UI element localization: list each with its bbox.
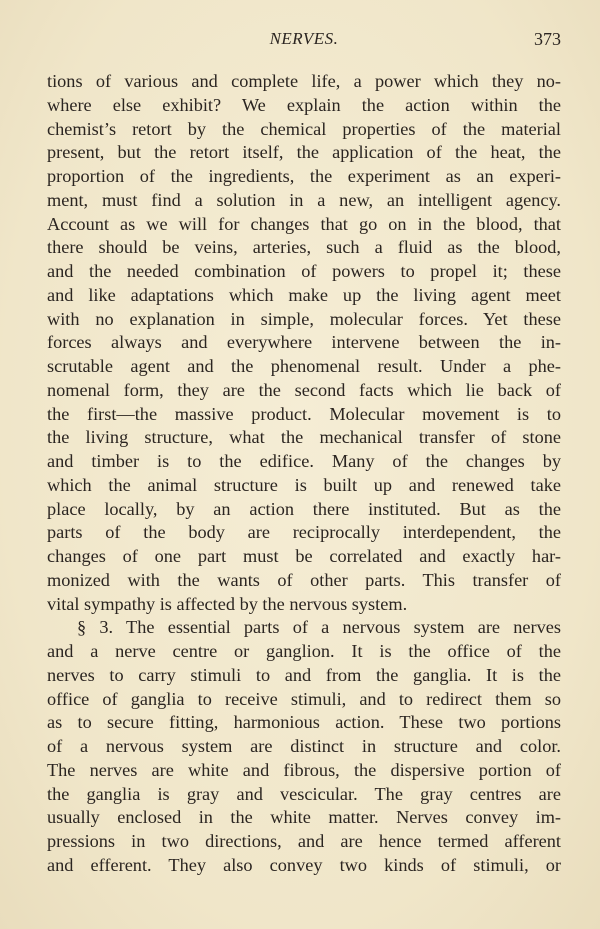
paragraph-2-line: usually enclosed in the white matter. Nerves convey im-	[47, 807, 561, 828]
paragraph-2-line: nerves to carry stimuli to and from the ganglia. It is the	[47, 664, 561, 685]
paragraph-1-line: which the animal structure is built up and renewed take	[47, 474, 561, 495]
body-text	[47, 70, 561, 878]
page-number: 373	[534, 29, 561, 49]
paragraph-1-line: proportion of the ingredients, the experiment as an experi-	[47, 166, 561, 186]
chapter-title: NERVES.	[269, 29, 339, 48]
paragraph-1-line: chemist’s retort by the chemical properties of the material	[47, 118, 561, 139]
paragraph-1-line: the living structure, what the mechanical transfer of stone	[47, 427, 561, 448]
paragraph-2-line: of a nervous system are distinct in structure and color.	[47, 736, 561, 756]
paragraph-1-line: with no explanation in simple, molecular forces. Yet these	[47, 308, 561, 329]
paragraph-1-line: where else exhibit? We explain the action within the	[47, 94, 561, 115]
paragraph-1-line: nomenal form, they are the second facts which lie back of	[47, 379, 561, 400]
paragraph-1-line: changes of one part must be correlated and exactly har-	[47, 546, 561, 566]
paragraph-2-line: pressions in two directions, and are hence termed afferent	[47, 831, 561, 851]
paragraph-2-line: and efferent. They also convey two kinds of stimuli, or	[47, 854, 561, 875]
paragraph-2-line: The nerves are white and fibrous, the dispersive portion of	[47, 759, 561, 780]
paragraph-1-line: forces always and everywhere intervene between the in-	[47, 332, 561, 353]
paragraph-1-line: and like adaptations which make up the living agent meet	[47, 284, 561, 305]
paragraph-1-line: monized with the wants of other parts. This transfer of	[47, 569, 561, 590]
paragraph-1-line: the first—the massive product. Molecular movement is to	[47, 403, 561, 424]
paragraph-2-line: the ganglia is gray and vescicular. The gray centres are	[47, 783, 561, 804]
paragraph-1-line: parts of the body are reciprocally interdependent, the	[47, 522, 561, 543]
paragraph-1-line: tions of various and complete life, a power which they no-	[47, 71, 561, 91]
running-head	[47, 29, 561, 51]
paragraph-2-line: § 3. The essential parts of a nervous system are nerves	[77, 617, 561, 638]
paragraph-2-line: office of ganglia to receive stimuli, and to redirect them so	[47, 688, 561, 709]
paragraph-1-line: Account as we will for changes that go on in the blood, that	[47, 213, 561, 234]
paragraph-1-line: vital sympathy is affected by the nervous system.	[47, 593, 408, 614]
paragraph-2-line: and a nerve centre or ganglion. It is the office of the	[47, 641, 561, 661]
paragraph-1-line: place locally, by an action there instituted. But as the	[47, 498, 561, 519]
paragraph-1-line: there should be veins, arteries, such a fluid as the blood,	[47, 237, 561, 258]
paragraph-1-line: and the needed combination of powers to propel it; these	[47, 261, 561, 281]
paragraph-2-line: as to secure fitting, harmonious action. These two portions	[47, 712, 561, 733]
paragraph-1-line: scrutable agent and the phenomenal result. Under a phe-	[47, 356, 561, 376]
paragraph-1-line: present, but the retort itself, the application of the heat, the	[47, 142, 561, 163]
paragraph-1-line: and timber is to the edifice. Many of the changes by	[47, 451, 561, 471]
paragraph-1-line: ment, must find a solution in a new, an intelligent agency.	[47, 189, 561, 210]
